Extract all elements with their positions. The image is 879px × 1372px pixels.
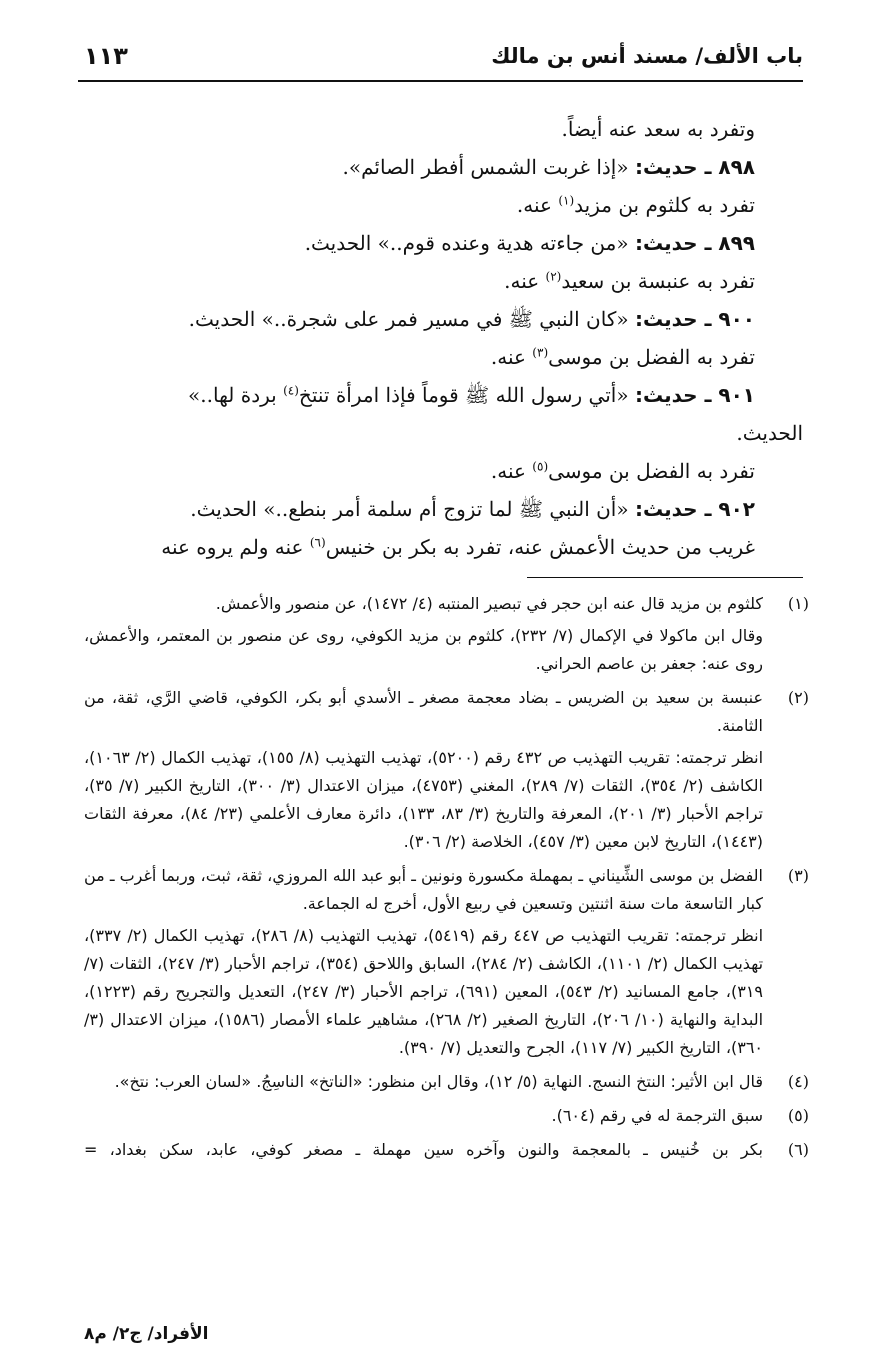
text-line: وتفرد به سعد عنه أيضاً. [561, 117, 755, 141]
header-title: باب الألف/ مسند أنس بن مالك [491, 44, 803, 68]
hadith-line: ٩٠١ ـ حديث: «أتي رسول الله ﷺ قوماً فإذا امرأة تنتخ$^{(٤)}$ بردة لها..» [188, 383, 755, 407]
footnote-text: الفضل بن موسى الشِّيناني ـ بمهملة مكسورة ونونين ـ أبو عبد الله المروزي، ثقة، ثبت، وربما أغرب ـ من كبار التاسعة مات سنة اثنتين وتسعين في ربيع الأول، أخرج له الجماعة. [84, 866, 763, 913]
footnote-number: (٣) [787, 866, 809, 885]
hadith-line: ٨٩٩ ـ حديث: «من جاءته هدية وعنده قوم..» الحديث. [304, 231, 755, 255]
footnote-separator [527, 577, 803, 578]
footnote-number: (١) [787, 594, 809, 613]
footnote-marker: (٣) [532, 345, 549, 360]
hadith-line: ٩٠٠ ـ حديث: «كان النبي ﷺ في مسير فمر على شجرة..» الحديث. [188, 307, 755, 331]
hadith-number: ٨٩٩ ـ حديث: [634, 231, 755, 255]
footnote-marker: (٢) [545, 269, 562, 284]
footnotes [84, 590, 809, 1170]
attribution-line: تفرد به عنبسة بن سعيد$^{(٢)}$ عنه. [504, 269, 755, 293]
footnote-marker: (٤) [283, 383, 299, 398]
footnote [84, 590, 809, 678]
footnote-text: وقال ابن ماكولا في الإكمال (٧/ ٢٣٢)، كلثوم بن مزيد الكوفي، روى عن منصور بن المعتمر، والأعمش، روى عنه: جعفر بن عاصم الحراني. [84, 626, 764, 673]
hadith-number: ٩٠١ ـ حديث: [634, 383, 755, 407]
footnote-marker: (٥) [532, 459, 549, 474]
footnote-text: كلثوم بن مزيد قال عنه ابن حجر في تبصير المنتبه (٤/ ١٤٧٢)، عن منصور والأعمش. [215, 594, 763, 613]
main-text [90, 110, 803, 566]
hadith-line: ٨٩٨ ـ حديث: «إذا غربت الشمس أفطر الصائم». [342, 155, 755, 179]
footnote-number: (٦) [787, 1140, 809, 1159]
footnote [84, 862, 809, 1062]
footnote-text: سبق الترجمة له في رقم (٦٠٤). [551, 1106, 763, 1125]
footnote-text: بكر بن خُنيس ـ بالمعجمة والنون وآخره سين مهملة ـ مصغر كوفي، عابد، سكن بغداد، = [84, 1140, 763, 1159]
footnote-text: قال ابن الأثير: النتخ النسج. النهاية (٥/ ١٢)، وقال ابن منظور: «الناتخ» الناسِجُ. «لسان العرب: نتخ». [114, 1072, 763, 1091]
footnote [84, 1136, 809, 1164]
signature-mark: الأفراد/ ج٢/ م٨ [84, 1324, 209, 1344]
footnote-marker: (١) [558, 193, 575, 208]
hadith-number: ٩٠٢ ـ حديث: [634, 497, 755, 521]
running-header [78, 40, 803, 82]
hadith-number: ٩٠٠ ـ حديث: [634, 307, 755, 331]
footnote-number: (٥) [787, 1106, 809, 1125]
footnote-text: عنبسة بن سعيد بن الضريس ـ بضاد معجمة مصغر ـ الأسدي أبو بكر، الكوفي، قاضي الرَّي، ثقة، من الثامنة. [84, 688, 763, 735]
hadith-line: ٩٠٢ ـ حديث: «أن النبي ﷺ لما تزوج أم سلمة أمر بنطع..» الحديث. [190, 497, 755, 521]
footnote-marker: (٦) [309, 535, 326, 550]
footnote [84, 1102, 809, 1130]
footnote [84, 684, 809, 856]
hadith-number: ٨٩٨ ـ حديث: [634, 155, 755, 179]
footnote-text: انظر ترجمته: تقريب التهذيب ص ٤٤٧ رقم (٥٤١٩)، تهذيب التهذيب (٨/ ٢٨٦)، تهذيب الكمال (٢/ ٣٣٧)، تهذيب الكمال (٢/ ١١٠١)، الكاشف (٢/ ٢٨٤)، السابق واللاحق (٣٥٤)، تراجم الأحبار (٣/ ٢٤٧)، الثقات (٧/ ٣١٩)، جامع المسانيد (٢/ ٥٤٣)، المعين (٦٩١)، تراجم الأحبار (٣/ ٢٤٧)، التعديل والتجريح رقم (١٢٢٣)، البداية والنهاية (١٠/ ٢٠٦)، التاريخ الصغير (٢/ ٢٦٨)، مشاهير علماء الأمصار (١٥٨٦)، ميزان الاعتدال (٣/ ٣٦٠)، التاريخ الكبير (٧/ ١١٧)، الجرح والتعديل (٧/ ٣٩٠). [84, 926, 764, 1057]
footnote [84, 1068, 809, 1096]
text-line: الحديث. [736, 421, 803, 445]
attribution-line: تفرد به كلثوم بن مزيد$^{(١)}$ عنه. [516, 193, 755, 217]
page-number: ١١٣ [84, 42, 128, 70]
footnote-text: انظر ترجمته: تقريب التهذيب ص ٤٣٢ رقم (٥٢٠٠)، تهذيب التهذيب (٨/ ١٥٥)، تهذيب الكمال (٢/ ١٠٦٣)، الكاشف (٢/ ٣٥٤)، الثقات (٧/ ٢٨٩)، المغني (٤٧٥٣)، ميزان الاعتدال (٣/ ٣٠٠)، التاريخ الكبير (٧/ ٣٥)، تراجم الأحبار (٣/ ٢٠١)، المعرفة والتاريخ (٣/ ٨٣، ١٣٣)، دائرة معارف الأعلمي (٢٣/ ٨٤)، معرفة الثقات (١٤٤٣)، التاريخ لابن معين (٣/ ٤٥٧)، الخلاصة (٢/ ٣٠٦). [84, 748, 764, 851]
attribution-line: غريب من حديث الأعمش عنه، تفرد به بكر بن خنيس$^{(٦)}$ عنه ولم يروه عنه [161, 535, 755, 559]
footnote-number: (٢) [787, 688, 809, 707]
attribution-line: تفرد به الفضل بن موسى$^{(٥)}$ عنه. [490, 459, 755, 483]
footnote-number: (٤) [787, 1072, 809, 1091]
attribution-line: تفرد به الفضل بن موسى$^{(٣)}$ عنه. [490, 345, 755, 369]
